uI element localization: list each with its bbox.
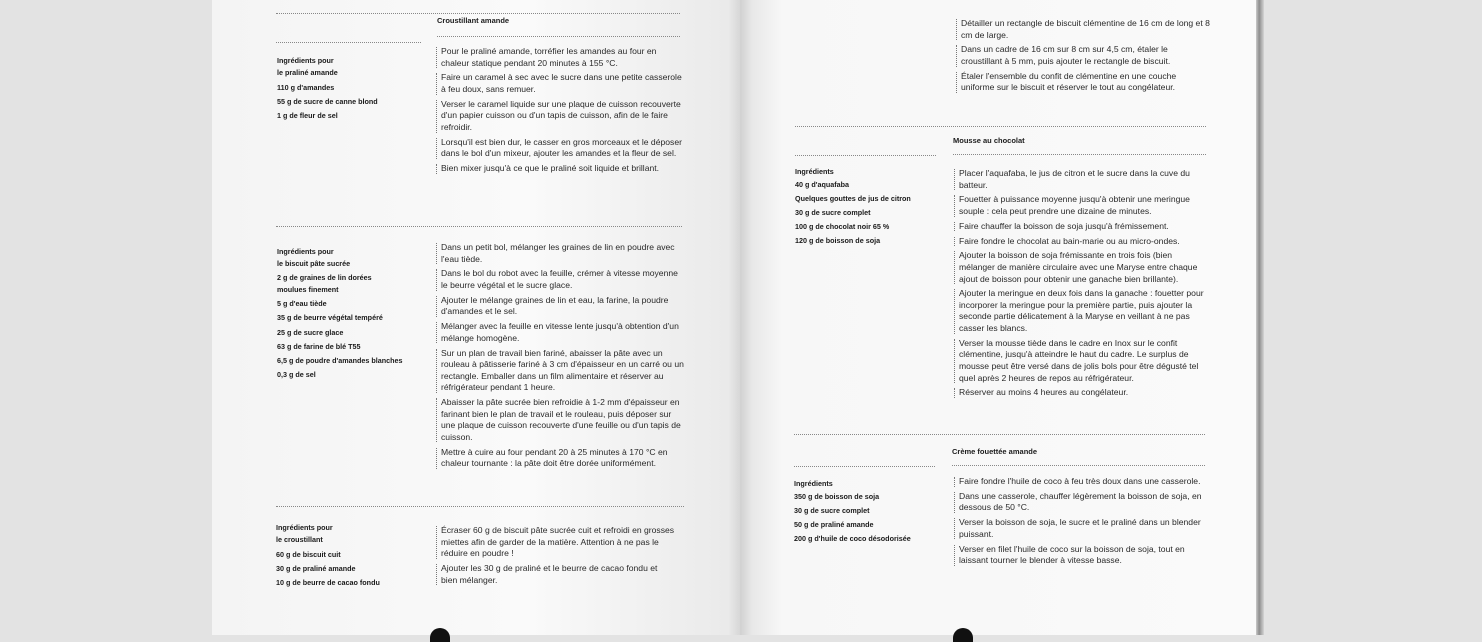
step: Écraser 60 g de biscuit pâte sucrée cuit et refroidi en grosses miettes afin de garder de la matière. Attention à ne pas le réduire en poudre !	[436, 525, 676, 560]
ingredients-creme	[794, 478, 911, 546]
ingredients-heading: le praliné amande	[277, 67, 338, 77]
ingredient-item: 30 g de sucre complet	[795, 207, 871, 217]
step: Placer l'aquafaba, le jus de citron et le sucre dans la cuve du batteur.	[954, 168, 1210, 191]
ingredient-item: 30 g de praliné amande	[276, 564, 356, 574]
ingredients-mousse	[795, 166, 911, 249]
step: Dans une casserole, chauffer légèrement la boisson de soja, en dessous de 50 °C.	[954, 491, 1204, 514]
ingredient-item: 60 g de biscuit cuit	[276, 550, 341, 559]
ingredient-item: 40 g d'aquafaba	[795, 179, 850, 189]
step: Verser le caramel liquide sur une plaque de cuisson recouverte d'un papier cuisson ou d'un tapis de cuisson, afin de le faire refroidir.	[436, 99, 682, 134]
step: Ajouter la meringue en deux fois dans la ganache : fouetter pour incorporer la meringue pour la première partie, puis ajouter la seconde partie délicatement à la Maryse en veillant à ne pas casser les blancs.	[954, 288, 1210, 334]
ingredient-item: 55 g de sucre de canne blond	[277, 97, 378, 107]
divider	[794, 466, 935, 467]
step: Faire fondre le chocolat au bain-marie ou au micro-ondes.	[954, 236, 1210, 248]
ingredients-heading: le croustillant	[276, 534, 323, 544]
step: Mettre à cuire au four pendant 20 à 25 minutes à 170 °C en chaleur tournante : la pâte doit être dorée uniformément.	[436, 447, 684, 470]
step: Fouetter à puissance moyenne jusqu'à obtenir une meringue souple : cela peut prendre une dizaine de minutes.	[954, 194, 1210, 217]
section-title-creme: Crème fouettée amande	[952, 447, 1038, 456]
step: Détailler un rectangle de biscuit clémentine de 16 cm de long et 8 cm de large.	[956, 18, 1210, 41]
divider	[276, 42, 421, 43]
ingredients-heading: Ingrédients pour	[277, 56, 334, 65]
steps-assemblage	[956, 18, 1210, 97]
ingredients-heading: le biscuit pâte sucrée	[277, 258, 351, 268]
ingredient-item: 50 g de praliné amande	[794, 519, 874, 529]
step: Étaler l'ensemble du confit de clémentine en une couche uniforme sur le biscuit et réserver le tout au congélateur.	[956, 71, 1210, 94]
divider	[794, 434, 1205, 435]
section-title-croustillant-amande: Croustillant amande	[437, 16, 510, 25]
ingredient-item: 1 g de fleur de sel	[277, 111, 338, 121]
step: Verser la mousse tiède dans le cadre en Inox sur le confit clémentine, jusqu'à atteindre le haut du cadre. Le surplus de mousse peut être versé dans de jolis bols pour être dégusté tel quel après 2 heures de repos au réfrigérateur.	[954, 338, 1210, 384]
section-title-mousse: Mousse au chocolat	[953, 136, 1025, 145]
step: Ajouter le mélange graines de lin et eau, la farine, la poudre d'amandes et le sel.	[436, 295, 684, 318]
step: Verser la boisson de soja, le sucre et le praliné dans un blender puissant.	[954, 517, 1204, 540]
publisher-logo-icon	[430, 628, 450, 642]
ingredient-item: moulues finement	[277, 285, 339, 294]
ingredient-item: 63 g de farine de blé T55	[277, 341, 361, 351]
ingredients-biscuit	[277, 246, 403, 382]
step: Pour le praliné amande, torréfier les amandes au four en chaleur statique pendant 20 minutes à 155 °C.	[436, 46, 682, 69]
step: Ajouter les 30 g de praliné et le beurre de cacao fondu et bien mélanger.	[436, 563, 676, 586]
divider	[795, 155, 936, 156]
ingredient-item: 10 g de beurre de cacao fondu	[276, 578, 380, 588]
step: Faire un caramel à sec avec le sucre dans une petite casserole à feu doux, sans remuer.	[436, 72, 682, 95]
ingredient-item: 35 g de beurre végétal tempéré	[277, 313, 383, 323]
ingredients-heading: Ingrédients pour	[277, 247, 334, 256]
step: Sur un plan de travail bien fariné, abaisser la pâte avec un rouleau à pâtisserie fariné à 3 cm d'épaisseur en un carré ou un rectangle. Emballer dans un film alimentaire et réserver au réfrigérateur pendant 1 heure.	[436, 348, 684, 394]
page-edge	[1256, 0, 1264, 635]
ingredient-item: 5 g d'eau tiède	[277, 299, 327, 309]
publisher-logo-icon	[953, 628, 973, 642]
step: Dans un cadre de 16 cm sur 8 cm sur 4,5 cm, étaler le croustillant à 5 mm, puis ajouter le rectangle de biscuit.	[956, 44, 1210, 67]
ingredient-item: 25 g de sucre glace	[277, 327, 344, 337]
divider	[437, 36, 680, 37]
step: Faire fondre l'huile de coco à feu très doux dans une casserole.	[954, 476, 1204, 488]
ingredients-heading: Ingrédients	[795, 167, 834, 176]
step: Lorsqu'il est bien dur, le casser en gros morceaux et le déposer dans le bol d'un mixeur, ajouter les amandes et la fleur de sel.	[436, 137, 682, 160]
ingredient-item: 350 g de boisson de soja	[794, 491, 880, 501]
ingredient-item: 6,5 g de poudre d'amandes blanches	[277, 356, 403, 366]
ingredient-item: 30 g de sucre complet	[794, 505, 870, 515]
ingredient-item: 200 g d'huile de coco désodorisée	[794, 534, 911, 544]
divider	[795, 126, 1206, 127]
ingredient-item: 100 g de chocolat noir 65 %	[795, 222, 890, 232]
divider	[952, 465, 1205, 466]
ingredient-item: 0,3 g de sel	[277, 370, 316, 380]
ingredients-heading: Ingrédients pour	[276, 523, 333, 532]
ingredient-item: 120 g de boisson de soja	[795, 236, 881, 246]
steps-croustillant	[436, 525, 676, 589]
step: Verser en filet l'huile de coco sur la boisson de soja, tout en laissant tourner le blender à vitesse basse.	[954, 544, 1204, 567]
ingredients-heading: Ingrédients	[794, 479, 833, 488]
step: Mélanger avec la feuille en vitesse lente jusqu'à obtention d'un mélange homogène.	[436, 321, 684, 344]
divider	[276, 13, 680, 14]
steps-creme	[954, 476, 1204, 570]
step: Ajouter la boisson de soja frémissante en trois fois (bien mélanger de manière circulaire avec une Maryse entre chaque ajout de boisson pour obtenir une ganache bien brillante).	[954, 250, 1210, 285]
steps-mousse	[954, 168, 1210, 402]
ingredients-praline	[277, 55, 378, 124]
step: Dans un petit bol, mélanger les graines de lin en poudre avec l'eau tiède.	[436, 242, 684, 265]
steps-biscuit	[436, 242, 684, 473]
step: Dans le bol du robot avec la feuille, crémer à vitesse moyenne le beurre végétal et le sucre glace.	[436, 268, 684, 291]
ingredients-croustillant	[276, 522, 380, 591]
divider	[953, 154, 1206, 155]
step: Faire chauffer la boisson de soja jusqu'à frémissement.	[954, 221, 1210, 233]
book-gutter	[728, 0, 752, 635]
divider	[276, 506, 684, 507]
ingredient-item: 110 g d'amandes	[277, 83, 335, 92]
step: Bien mixer jusqu'à ce que le praliné soit liquide et brillant.	[436, 163, 682, 175]
divider	[276, 226, 682, 227]
ingredient-item: 2 g de graines de lin dorées	[277, 273, 372, 282]
step: Abaisser la pâte sucrée bien refroidie à 1-2 mm d'épaisseur en farinant bien le plan de travail et le rouleau, puis déposer sur une plaque de cuisson recouverte d'une feuille ou d'un tapis de cuisson.	[436, 397, 684, 443]
steps-praline	[436, 46, 682, 178]
step: Réserver au moins 4 heures au congélateur.	[954, 387, 1210, 399]
ingredient-item: Quelques gouttes de jus de citron	[795, 193, 911, 203]
